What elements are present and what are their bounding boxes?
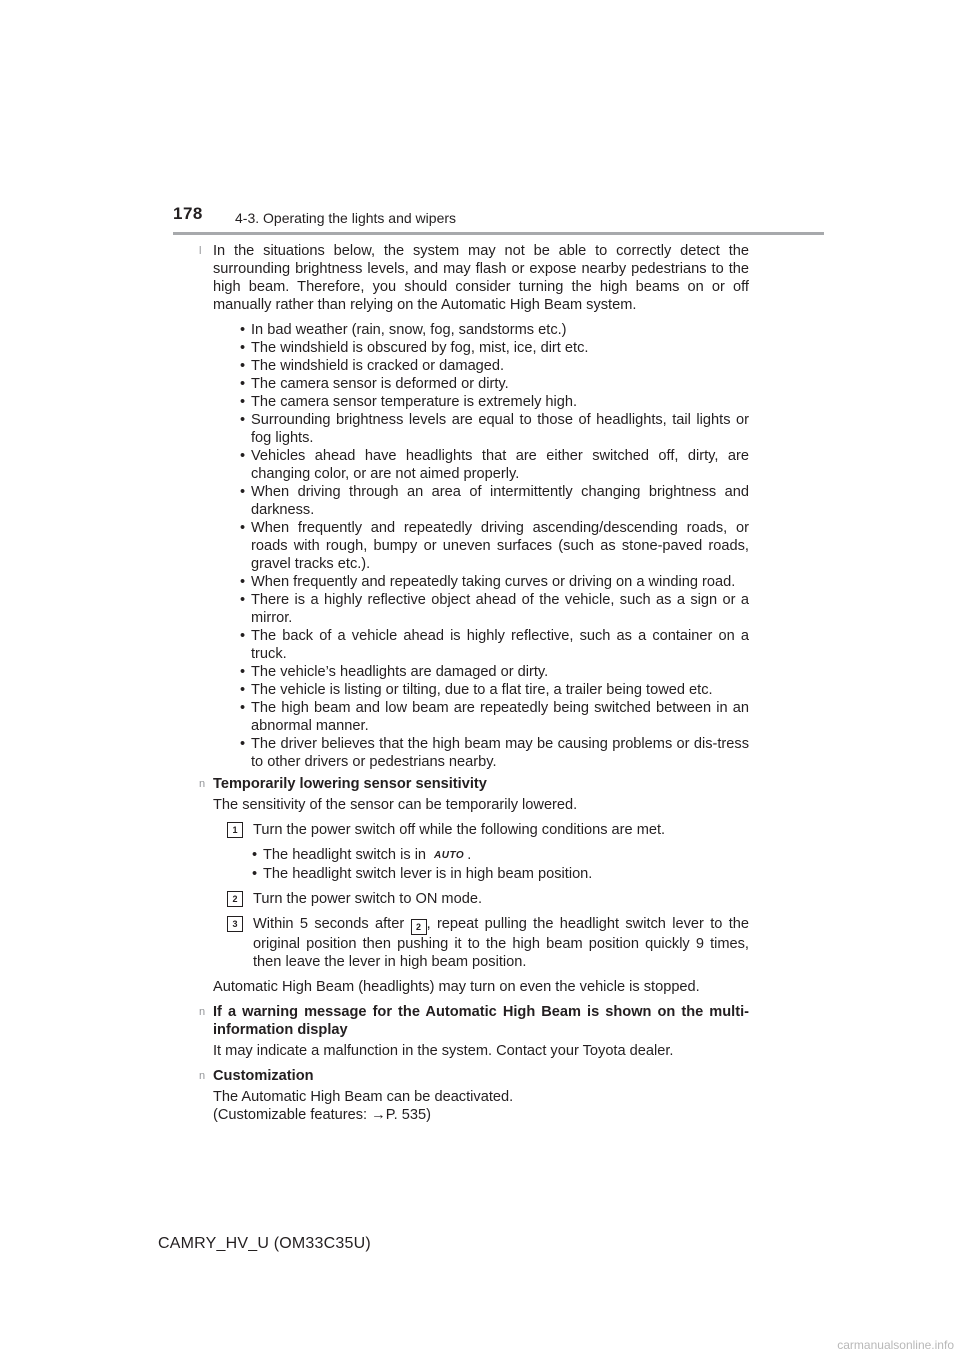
section-note: Automatic High Beam (headlights) may turn on even the vehicle is stopped. bbox=[213, 979, 700, 995]
list-item: • In bad weather (rain, snow, fog, sandstorms etc.) bbox=[213, 321, 749, 339]
auto-icon: AUTO bbox=[434, 850, 465, 861]
list-item: • The camera sensor temperature is extremely high. bbox=[213, 393, 749, 411]
list-item: • The back of a vehicle ahead is highly reflective, such as a container on a truck. bbox=[213, 627, 749, 663]
watermark: carmanualsonline.info bbox=[837, 1338, 954, 1352]
step-1 bbox=[213, 821, 749, 839]
step-2 bbox=[213, 890, 749, 908]
section-title: 4-3. Operating the lights and wipers bbox=[235, 210, 457, 226]
page-number: 178 bbox=[173, 204, 203, 223]
heading-text: Temporarily lowering sensor sensitivity bbox=[213, 776, 487, 792]
heading-text: Customization bbox=[213, 1068, 314, 1084]
document-id: CAMRY_HV_U (OM33C35U) bbox=[158, 1235, 371, 1252]
section-marker: n bbox=[199, 1006, 206, 1018]
intro-text: In the situations below, the system may not be able to correctly detect the surrounding brightness levels, and may flash or expose nearby pedestrians to the high beam. Therefore, you should consider turning the high beams on or off manually rather than relying on the Automatic High Beam system. bbox=[213, 243, 749, 313]
list-item: • The camera sensor is deformed or dirty. bbox=[213, 375, 749, 393]
section-heading bbox=[199, 1067, 749, 1085]
section-heading bbox=[199, 775, 749, 793]
list-item: • The windshield is cracked or damaged. bbox=[213, 357, 749, 375]
section-heading bbox=[199, 1003, 749, 1039]
intro-paragraph bbox=[199, 242, 749, 314]
step-text: Turn the power switch to ON mode. bbox=[253, 891, 482, 907]
page-header bbox=[173, 203, 824, 235]
section-text: It may indicate a malfunction in the system. Contact your Toyota dealer. bbox=[213, 1043, 674, 1059]
step-reference-box: 2 bbox=[411, 919, 427, 935]
situation-list bbox=[213, 321, 749, 771]
list-item bbox=[213, 846, 749, 865]
page-reference: (Customizable features: →P. 535) bbox=[213, 1107, 431, 1123]
section-intro: The sensitivity of the sensor can be temporarily lowered. bbox=[213, 797, 578, 813]
page-content bbox=[199, 242, 749, 1124]
list-item: • When frequently and repeatedly taking curves or driving on a winding road. bbox=[213, 573, 749, 591]
list-item: • The driver believes that the high beam may be causing problems or dis-tress to other drivers or pedestrians nearby. bbox=[213, 735, 749, 771]
customization-section bbox=[199, 1067, 749, 1124]
list-item: • There is a highly reflective object ahead of the vehicle, such as a sign or a mirror. bbox=[213, 591, 749, 627]
step-number-box: 2 bbox=[227, 891, 243, 907]
section-marker: n bbox=[199, 778, 206, 790]
condition-list bbox=[213, 846, 749, 883]
list-item: • The headlight switch lever is in high beam position. bbox=[213, 865, 749, 883]
section-text: The Automatic High Beam can be deactivated. bbox=[213, 1089, 514, 1105]
step-number-box: 1 bbox=[227, 822, 243, 838]
list-item: • Vehicles ahead have headlights that are either switched off, dirty, are changing color, or are not aimed properly. bbox=[213, 447, 749, 483]
step-text: Within 5 seconds after bbox=[253, 916, 405, 932]
heading-text: If a warning message for the Automatic High Beam is shown on the multi-information display bbox=[213, 1004, 749, 1038]
sensitivity-section bbox=[199, 775, 749, 996]
section-marker: n bbox=[199, 1070, 206, 1082]
list-item: • The vehicle is listing or tilting, due to a flat tire, a trailer being towed etc. bbox=[213, 681, 749, 699]
list-item: • The high beam and low beam are repeatedly being switched between in an abnormal manner. bbox=[213, 699, 749, 735]
step-text-cont: , repeat pulling the headlight switch lever to the original position then pushing it to the high beam position quickly 9 times, then leave the lever in high beam position. bbox=[253, 916, 749, 970]
step-text: Turn the power switch off while the following conditions are met. bbox=[253, 822, 666, 838]
list-item: • The windshield is obscured by fog, mist, ice, dirt etc. bbox=[213, 339, 749, 357]
header-divider bbox=[173, 232, 824, 235]
list-item: • The vehicle’s headlights are damaged or dirty. bbox=[213, 663, 749, 681]
condition-suffix: . bbox=[467, 847, 472, 863]
list-item: • When frequently and repeatedly driving ascending/descending roads, or roads with rough, bumpy or uneven surfaces (such as stone-paved roads, gravel tracks etc.). bbox=[213, 519, 749, 573]
bullet-marker: l bbox=[199, 245, 202, 257]
step-number-box: 3 bbox=[227, 916, 243, 932]
condition-text: The headlight switch is in bbox=[263, 847, 427, 863]
warning-section bbox=[199, 1003, 749, 1060]
list-item: • When driving through an area of intermittently changing brightness and darkness. bbox=[213, 483, 749, 519]
list-item: • Surrounding brightness levels are equal to those of headlights, tail lights or fog lights. bbox=[213, 411, 749, 447]
step-3 bbox=[213, 915, 749, 971]
